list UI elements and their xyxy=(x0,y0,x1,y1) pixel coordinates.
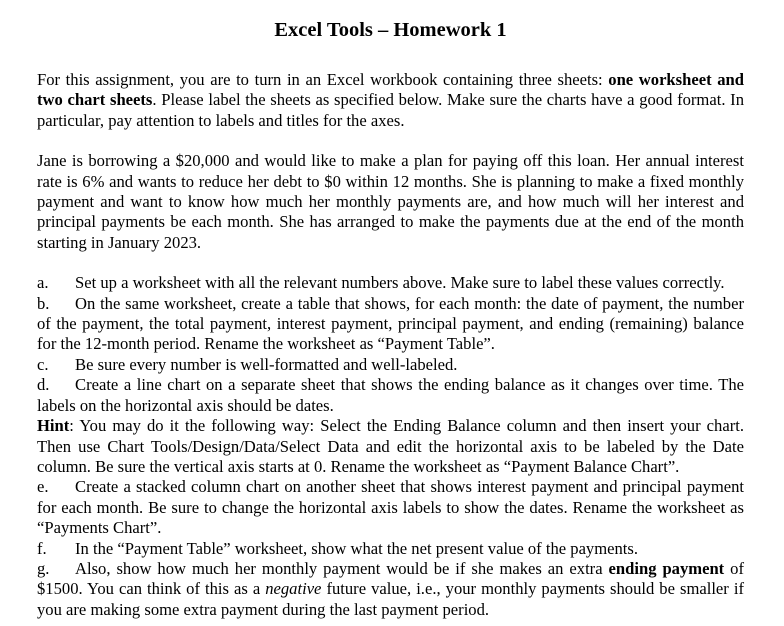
item-d xyxy=(37,375,744,416)
item-c xyxy=(37,355,744,375)
item-e xyxy=(37,477,744,538)
item-e-label: e. xyxy=(37,477,49,497)
item-a-label: a. xyxy=(37,273,49,293)
document-title: Excel Tools – Homework 1 xyxy=(274,19,507,41)
item-g-bold: ending payment xyxy=(608,558,725,578)
intro-paragraph: For this assignment, you are to turn in an Excel workbook containing three sheets: one worksheet and two chart sheets. Please label the sheets as specified below. Make sure the charts have a good format. In particular, pay attention to labels and titles for the axes. xyxy=(37,70,744,130)
item-f xyxy=(37,539,744,559)
item-g: g. Also, show how much her monthly payment would be if she makes an extra ending payment of $1500. You can think of this as a negative future value, i.e., your monthly payments should be smaller if you are making some extra payment during the last payment period. xyxy=(37,558,744,619)
hint-label: Hint xyxy=(37,416,70,436)
item-b xyxy=(37,294,744,355)
hint-text: : You may do it the following way: Select the Ending Balance column and then insert your chart. Then use Chart Tools/Design/Data/Select Data and edit the horizontal axis to be labeled by the Date column. Be sure the vertical axis starts at 0. Rename the worksheet as “Payment Balance Chart”. xyxy=(37,416,744,476)
item-a-text: Set up a worksheet with all the relevant numbers above. Make sure to label these values correctly. xyxy=(75,273,725,293)
item-f-text: In the “Payment Table” worksheet, show what the net present value of the payments. xyxy=(75,538,639,558)
hint-paragraph xyxy=(37,416,744,477)
item-e-text: Create a stacked column chart on another sheet that shows interest payment and principal payment for each month. Be sure to change the horizontal axis labels to show the dates. Rename the worksheet as “Payments Chart”. xyxy=(37,477,744,538)
item-a xyxy=(37,273,744,293)
item-d-text: Create a line chart on a separate sheet that shows the ending balance as it changes over time. The labels on the horizontal axis should be dates. xyxy=(37,375,744,415)
item-b-text: On the same worksheet, create a table that shows, for each month: the date of payment, the number of the payment, the total payment, interest payment, principal payment, and ending (remaining) balance for the 12-month period. Rename the worksheet as “Payment Table”. xyxy=(37,293,744,354)
item-g-label: g. xyxy=(37,558,50,578)
item-b-label: b. xyxy=(37,293,50,313)
scenario-paragraph: Jane is borrowing a $20,000 and would like to make a plan for paying off this loan. Her annual interest rate is 6% and wants to reduce her debt to $0 within 12 months. She is planning to make a fixed monthly payment and want to know how much her monthly payments are, and how much will her interest and principal payments be each month. She has arranged to make the payments due at the end of the month starting in January 2023. xyxy=(37,151,744,252)
item-c-label: c. xyxy=(37,354,49,374)
item-g-italic: negative xyxy=(265,579,322,599)
item-d-label: d. xyxy=(37,375,50,395)
item-f-label: f. xyxy=(37,538,47,558)
item-c-text: Be sure every number is well-formatted and well-labeled. xyxy=(75,354,458,374)
intro-bold-text: one worksheet and two chart sheets xyxy=(37,70,744,110)
